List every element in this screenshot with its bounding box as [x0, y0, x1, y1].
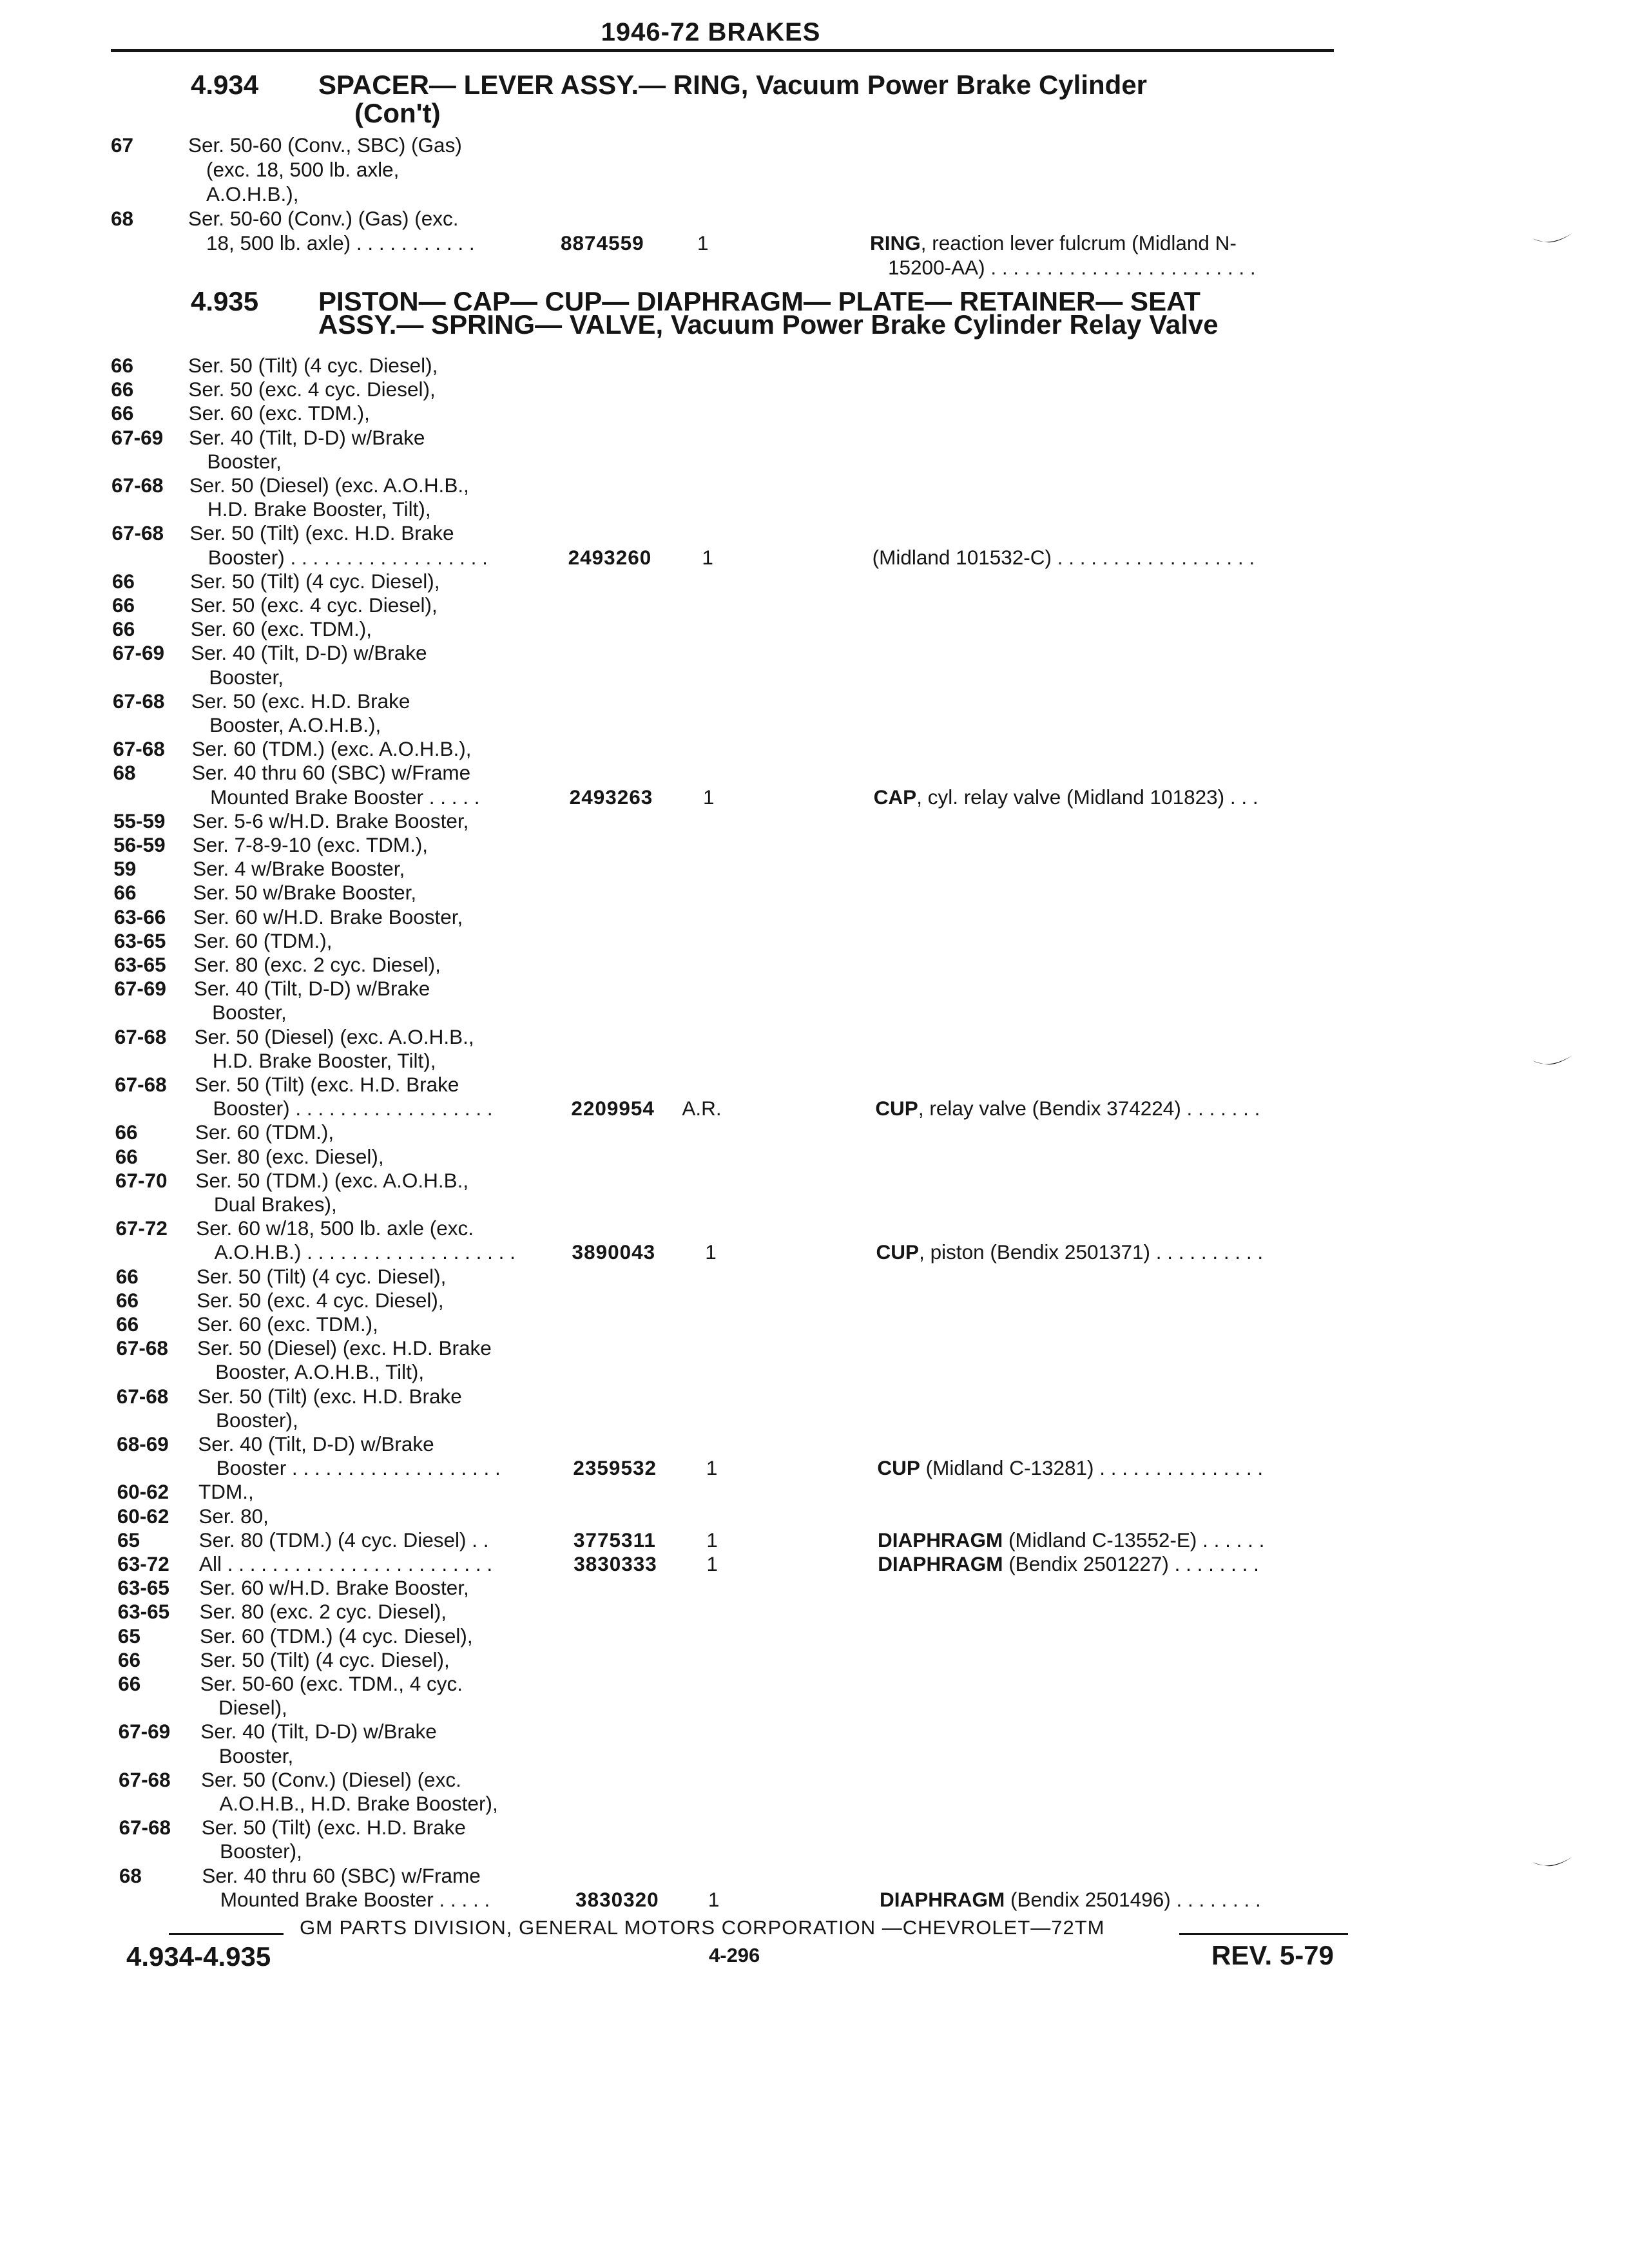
application-description: Dual Brakes),	[213, 1193, 337, 1216]
part-description	[878, 1528, 1264, 1552]
model-year: 63-66	[113, 905, 166, 928]
page-number: 4-296	[709, 1944, 760, 1966]
model-year: 67-68	[116, 1336, 168, 1360]
quantity: 1	[697, 231, 709, 255]
model-year: 67	[111, 133, 134, 157]
model-year: 56-59	[113, 833, 166, 856]
application-description: Booster,	[209, 665, 284, 689]
model-year: 68	[113, 761, 136, 785]
section-number: 4.934	[191, 70, 259, 100]
part-detail: (Bendix 2501496) . . . . . . . .	[1005, 1887, 1261, 1911]
model-year: 67-72	[115, 1216, 168, 1240]
application-description: Ser. 40 (Tilt, D-D) w/Brake	[200, 1720, 437, 1744]
model-year: 66	[118, 1672, 141, 1695]
check-mark-icon	[1531, 231, 1575, 250]
application-description: Ser. 50 (Tilt) (exc. H.D. Brake	[189, 521, 454, 545]
application-description: Diesel),	[218, 1696, 287, 1720]
application-description: Booster),	[215, 1408, 298, 1432]
section-title-cont: (Con't)	[354, 98, 441, 128]
application-description: Mounted Brake Booster . . . . .	[220, 1887, 490, 1911]
model-year: 63-65	[117, 1600, 170, 1624]
application-description: Ser. 60 (TDM.) (exc. A.O.H.B.),	[191, 737, 472, 761]
part-description	[877, 1456, 1263, 1480]
model-year: 66	[115, 1288, 139, 1312]
application-description: Ser. 60 (TDM.) (4 cyc. Diesel),	[200, 1624, 473, 1648]
section-heading-4935	[0, 287, 1629, 345]
footer-section-range: 4.934-4.935	[126, 1941, 271, 1972]
model-year: 66	[115, 1120, 138, 1144]
part-description	[875, 1096, 1260, 1120]
application-description: 18, 500 lb. axle) . . . . . . . . . . .	[206, 231, 475, 255]
application-description: Ser. 60 w/18, 500 lb. axle (exc.	[196, 1216, 474, 1240]
part-number: 3830320	[575, 1887, 659, 1911]
application-description: Ser. 80 (exc. Diesel),	[195, 1144, 384, 1168]
application-description: Booster) . . . . . . . . . . . . . . . . . .	[207, 545, 488, 569]
part-description	[878, 1552, 1259, 1576]
model-year: 67-69	[114, 977, 166, 1001]
application-description: Ser. 50 (exc. H.D. Brake	[191, 689, 410, 713]
part-number: 3890043	[572, 1240, 656, 1264]
application-description: Ser. 80 (exc. 2 cyc. Diesel),	[199, 1600, 447, 1624]
application-description: Ser. 60 (TDM.),	[193, 928, 333, 952]
part-name: DIAPHRAGM	[877, 1528, 1003, 1552]
model-year: 67-68	[112, 689, 165, 713]
application-description: H.D. Brake Booster, Tilt),	[212, 1048, 436, 1072]
model-year: 67-68	[111, 521, 164, 545]
quantity: 1	[706, 1456, 718, 1480]
part-description	[870, 231, 1237, 255]
application-description: Ser. 60 w/H.D. Brake Booster,	[199, 1576, 469, 1600]
model-year: 68-69	[117, 1432, 169, 1456]
part-name: CUP	[877, 1456, 920, 1480]
part-number: 2493260	[568, 545, 652, 569]
part-number: 3775311	[573, 1528, 656, 1552]
part-description	[874, 785, 1258, 809]
quantity: 1	[706, 1552, 718, 1575]
application-description: Ser. 40 (Tilt, D-D) w/Brake	[191, 641, 427, 665]
application-description: (exc. 18, 500 lb. axle,	[206, 158, 400, 181]
model-year: 66	[113, 881, 137, 905]
model-year: 66	[111, 569, 135, 593]
application-description: Ser. 50 (exc. 4 cyc. Diesel),	[190, 593, 438, 617]
application-description: Ser. 50 (Tilt) (exc. H.D. Brake	[201, 1816, 466, 1840]
application-description: Booster, A.O.H.B., Tilt),	[215, 1360, 425, 1384]
application-description: A.O.H.B.) . . . . . . . . . . . . . . . . . . .	[214, 1240, 516, 1264]
part-number: 2359532	[573, 1456, 657, 1480]
application-description: Ser. 80 (TDM.) (4 cyc. Diesel) . .	[198, 1528, 489, 1552]
application-description: Ser. 40 (Tilt, D-D) w/Brake	[189, 425, 425, 449]
model-year: 67-68	[111, 474, 164, 497]
application-description: Ser. 50 (Tilt) (4 cyc. Diesel),	[200, 1648, 450, 1671]
model-year: 67-68	[116, 1384, 169, 1408]
footer-rule-left	[169, 1933, 284, 1935]
part-name: CUP	[875, 1097, 918, 1120]
model-year: 67-70	[115, 1168, 168, 1192]
application-description: Mounted Brake Booster . . . . .	[210, 785, 480, 809]
application-description: Booster,	[212, 1001, 287, 1024]
part-description	[880, 1887, 1261, 1912]
application-description: Ser. 50 (Tilt) (4 cyc. Diesel),	[188, 354, 438, 377]
model-year: 63-72	[117, 1552, 169, 1575]
part-name: CUP	[876, 1240, 920, 1264]
application-description: Ser. 60 (TDM.),	[195, 1120, 334, 1144]
footer-rule-right	[1179, 1933, 1348, 1935]
part-detail: , reaction lever fulcrum (Midland N-	[920, 231, 1237, 255]
header-rule	[111, 49, 1334, 52]
part-detail: (Bendix 2501227) . . . . . . . .	[1003, 1552, 1259, 1575]
model-year: 66	[115, 1144, 138, 1168]
application-description: Booster),	[220, 1840, 302, 1863]
application-description: Ser. 50-60 (Conv., SBC) (Gas)	[188, 133, 462, 157]
quantity: 1	[702, 545, 713, 569]
part-detail: (Midland 101532-C) . . . . . . . . . . . . . . . . . .	[872, 545, 1255, 569]
part-number: 8874559	[561, 231, 644, 255]
part-name: CAP	[873, 785, 917, 809]
application-description: Ser. 60 w/H.D. Brake Booster,	[193, 905, 463, 928]
application-description: Booster,	[218, 1744, 294, 1767]
application-description: Ser. 40 thru 60 (SBC) w/Frame	[202, 1863, 481, 1887]
application-description: Ser. 50 (Diesel) (exc. A.O.H.B.,	[189, 474, 469, 497]
model-year: 67-68	[115, 1073, 167, 1096]
quantity: 1	[705, 1240, 717, 1264]
section-title-cont: ASSY.— SPRING— VALVE, Vacuum Power Brake Cylinder Relay Valve	[318, 309, 1219, 340]
part-description	[872, 545, 1255, 570]
application-description: H.D. Brake Booster, Tilt),	[207, 497, 431, 521]
application-description: Ser. 50-60 (Conv.) (Gas) (exc.	[188, 207, 459, 230]
application-description: Ser. 50 (Tilt) (4 cyc. Diesel),	[190, 569, 440, 593]
model-year: 66	[111, 378, 134, 401]
model-year: 63-65	[114, 953, 166, 976]
application-description: Booster . . . . . . . . . . . . . . . . . . .	[216, 1456, 501, 1480]
application-description: Ser. 50 (Diesel) (exc. A.O.H.B.,	[194, 1024, 474, 1048]
part-number: 2209954	[571, 1097, 655, 1120]
application-description: Ser. 50 (Tilt) (exc. H.D. Brake	[197, 1384, 462, 1408]
check-mark-icon	[1531, 1854, 1575, 1874]
model-year: 67-68	[119, 1767, 171, 1791]
application-description: Booster, A.O.H.B.),	[209, 713, 381, 736]
application-description: A.O.H.B.),	[206, 182, 299, 206]
model-year: 63-65	[113, 928, 166, 952]
part-number: 2493263	[569, 785, 653, 809]
section-number: 4.935	[191, 286, 259, 316]
model-year: 66	[112, 617, 135, 641]
application-description: Ser. 50 (Conv.) (Diesel) (exc.	[201, 1767, 461, 1791]
part-detail: (Midland C-13552-E) . . . . . .	[1003, 1528, 1265, 1552]
application-description: A.O.H.B., H.D. Brake Booster),	[219, 1792, 498, 1815]
revision-label: REV. 5-79	[1211, 1940, 1334, 1970]
quantity: 1	[708, 1887, 720, 1911]
model-year: 67-68	[114, 1024, 167, 1048]
section-heading-4934	[0, 71, 1629, 129]
part-number: 3830333	[574, 1552, 657, 1575]
model-year: 68	[111, 207, 134, 230]
application-description: TDM.,	[198, 1480, 254, 1504]
model-year: 59	[113, 857, 137, 881]
part-description	[876, 1240, 1264, 1264]
model-year: 55-59	[113, 809, 166, 832]
model-year: 67-68	[113, 737, 165, 761]
model-year: 66	[116, 1312, 139, 1336]
application-description: Ser. 4 w/Brake Booster,	[193, 857, 405, 881]
model-year: 66	[115, 1264, 139, 1288]
model-year: 60-62	[117, 1480, 169, 1504]
section-title: PISTON— CAP— CUP— DIAPHRAGM— PLATE— RETAINER— SEAT	[318, 286, 1200, 316]
model-year: 68	[119, 1863, 142, 1887]
part-description	[888, 255, 1256, 280]
application-description: Ser. 50 w/Brake Booster,	[193, 881, 417, 905]
part-name: DIAPHRAGM	[878, 1552, 1003, 1575]
application-description: Ser. 50 (Tilt) (exc. H.D. Brake	[195, 1073, 459, 1096]
application-description: Ser. 50 (exc. 4 cyc. Diesel),	[197, 1288, 444, 1312]
model-year: 60-62	[117, 1504, 169, 1528]
model-year: 66	[111, 401, 134, 425]
section-title: SPACER— LEVER ASSY.— RING, Vacuum Power Brake Cylinder	[318, 70, 1148, 100]
part-detail: , relay valve (Bendix 374224) . . . . . . .	[918, 1097, 1260, 1120]
application-description: Ser. 40 thru 60 (SBC) w/Frame	[191, 761, 471, 785]
footer-publisher: GM PARTS DIVISION, GENERAL MOTORS CORPORATION —CHEVROLET—72TM	[300, 1916, 1105, 1939]
application-description: Ser. 60 (exc. TDM.),	[188, 401, 370, 425]
application-description: Ser. 60 (exc. TDM.),	[197, 1312, 378, 1336]
application-description: Ser. 50 (exc. 4 cyc. Diesel),	[188, 378, 436, 401]
application-description: Ser. 50 (Diesel) (exc. H.D. Brake	[197, 1336, 492, 1360]
application-description: Ser. 40 (Tilt, D-D) w/Brake	[198, 1432, 434, 1456]
application-description: Booster) . . . . . . . . . . . . . . . . . .	[213, 1097, 493, 1120]
application-description: Ser. 5-6 w/H.D. Brake Booster,	[192, 809, 469, 832]
application-description: All . . . . . . . . . . . . . . . . . . . . . . . .	[199, 1552, 493, 1575]
application-description: Ser. 7-8-9-10 (exc. TDM.),	[192, 833, 429, 856]
model-year: 67-69	[112, 641, 165, 665]
model-year: 67-68	[119, 1816, 171, 1840]
part-name: RING	[870, 231, 921, 255]
part-detail: , piston (Bendix 2501371) . . . . . . . . . .	[919, 1240, 1264, 1264]
part-name: DIAPHRAGM	[880, 1887, 1005, 1911]
application-description: Ser. 40 (Tilt, D-D) w/Brake	[193, 977, 430, 1001]
application-description: Ser. 80,	[198, 1504, 269, 1528]
quantity: 1	[706, 1528, 718, 1552]
model-year: 66	[118, 1648, 141, 1671]
check-mark-icon	[1531, 1053, 1575, 1072]
application-description: Ser. 50 (Tilt) (4 cyc. Diesel),	[196, 1264, 447, 1288]
model-year: 67-69	[111, 425, 164, 449]
model-year: 65	[117, 1624, 140, 1648]
application-description: Ser. 50-60 (exc. TDM., 4 cyc.	[200, 1672, 463, 1695]
quantity: 1	[703, 785, 715, 809]
model-year: 66	[111, 354, 134, 377]
part-detail: , cyl. relay valve (Midland 101823) . . .	[916, 785, 1258, 809]
part-detail: 15200-AA) . . . . . . . . . . . . . . . . . . . . . . . .	[888, 256, 1256, 279]
application-description: Ser. 60 (exc. TDM.),	[190, 617, 372, 641]
application-description: Ser. 50 (TDM.) (exc. A.O.H.B.,	[195, 1168, 469, 1192]
model-year: 66	[112, 593, 135, 617]
page-title: 1946-72 BRAKES	[601, 18, 821, 46]
application-description: Booster,	[207, 449, 282, 473]
part-detail: (Midland C-13281) . . . . . . . . . . . . . . .	[920, 1456, 1264, 1480]
quantity: A.R.	[682, 1097, 722, 1120]
model-year: 67-69	[118, 1720, 171, 1744]
application-description: Ser. 80 (exc. 2 cyc. Diesel),	[193, 953, 441, 976]
model-year: 63-65	[117, 1576, 169, 1600]
model-year: 65	[117, 1528, 140, 1552]
